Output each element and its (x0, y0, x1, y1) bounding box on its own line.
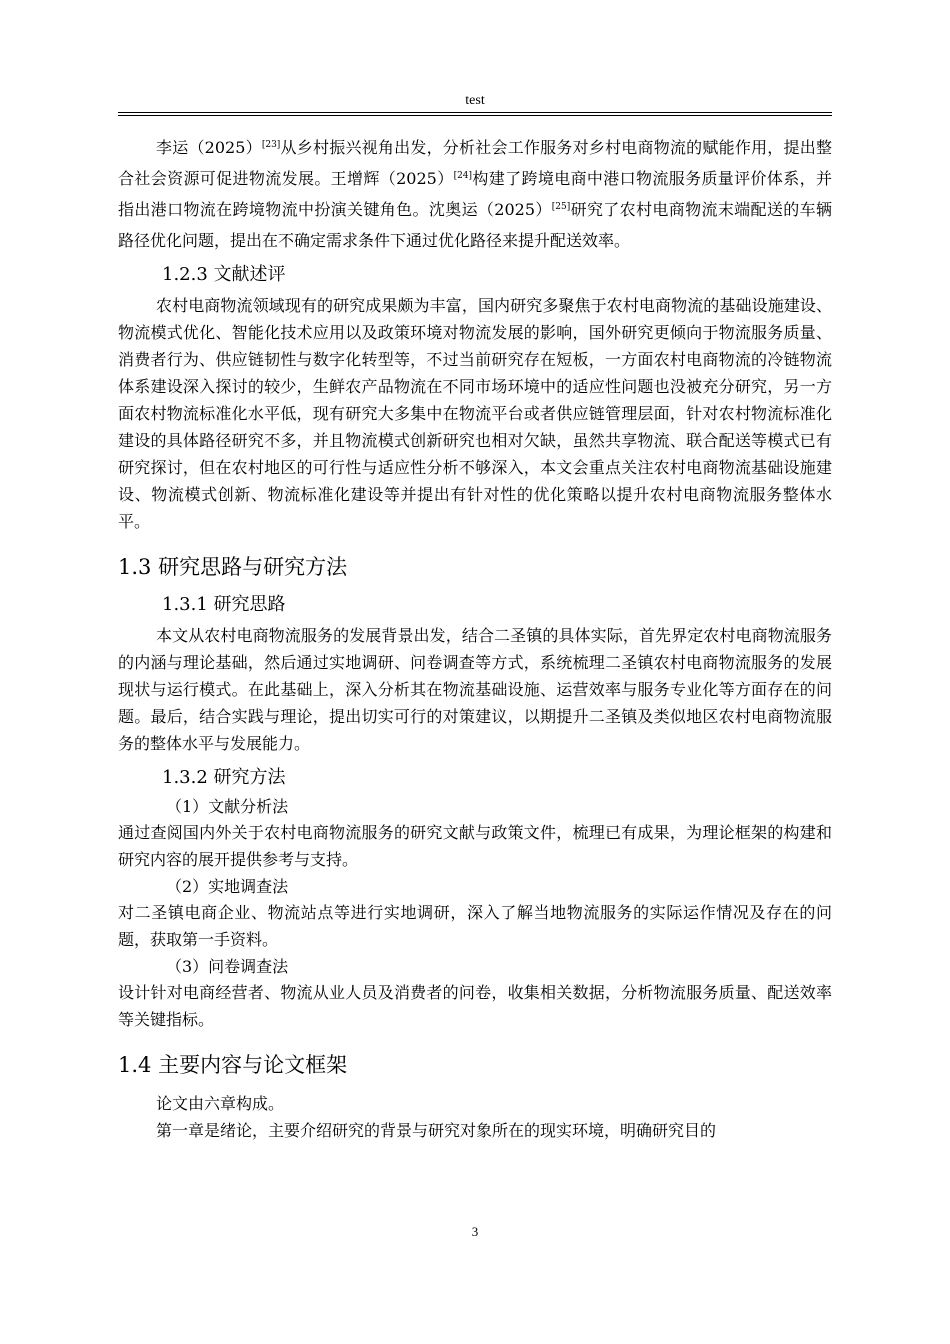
running-header: test (465, 93, 485, 108)
text-segment: 研究了农村电商物流末端配送的车辆路径优化问题，提出在不确定需求条件下通过优化路径来提升配送效率。 (118, 200, 832, 250)
method-description: 对二圣镇电商企业、物流站点等进行实地调研，深入了解当地物流服务的实际运作情况及存在的问题，获取第一手资料。 (118, 903, 832, 949)
text-segment: 李运（2025） (156, 138, 262, 157)
method-description: 设计针对电商经营者、物流从业人员及消费者的问卷，收集相关数据，分析物流服务质量、配送效率等关键指标。 (118, 983, 832, 1029)
method-label: （1）文献分析法 (166, 797, 289, 816)
section-heading-1-3-1: 1.3.1 研究思路 (162, 594, 286, 615)
header-rule (118, 112, 832, 113)
method-label: （3）问卷调查法 (166, 957, 289, 976)
text-segment: 从乡村振兴视角出发，分析社会工作服务对乡村电商物流的赋能作用，提出整合社会资源可促进物流发展。王增辉（2025） (118, 138, 832, 188)
paragraph-related-work (118, 134, 832, 254)
section-heading-1-4: 1.4 主要内容与论文框架 (118, 1053, 348, 1077)
citation-ref: [24] (453, 171, 473, 181)
section-heading-1-3-2: 1.3.2 研究方法 (162, 767, 286, 788)
method-label: （2）实地调查法 (166, 877, 289, 896)
text-segment: 构建了跨境电商中港口物流服务质量评价体系，并指出港口物流在跨境物流中扮演关键角色。沈奥运（2025） (118, 169, 832, 219)
citation-ref: [25] (551, 202, 571, 212)
header-rule-thin (118, 115, 832, 116)
method-description: 通过查阅国内外关于农村电商物流服务的研究文献与政策文件，梳理已有成果，为理论框架的构建和研究内容的展开提供参考与支持。 (118, 823, 832, 869)
citation-ref: [23] (261, 140, 281, 150)
section-heading-1-2-3: 1.2.3 文献述评 (162, 264, 286, 285)
paragraph-literature-review: 农村电商物流领域现有的研究成果颇为丰富，国内研究多聚焦于农村电商物流的基础设施建设、物流模式优化、智能化技术应用以及政策环境对物流发展的影响，国外研究更倾向于物流服务质量、消费者行为、供应链韧性与数字化转型等，不过当前研究存在短板，一方面农村电商物流的冷链物流体系建设深入探讨的较少，生鲜农产品物流在不同市场环境中的适应性问题也没被充分研究，另一方面农村物流标准化水平低，现有研究大多集中在物流平台或者供应链管理层面，针对农村物流标准化建设的具体路径研究不多，并且物流模式创新研究也相对欠缺，虽然共享物流、联合配送等模式已有研究探讨，但在农村地区的可行性与适应性分析不够深入，本文会重点关注农村电商物流基础设施建设、物流模式创新、物流标准化建设等并提出有针对性的优化策略以提升农村电商物流服务整体水平。 (118, 296, 832, 531)
body-text (118, 134, 832, 1144)
page-number: 3 (471, 1224, 479, 1239)
section-heading-1-3: 1.3 研究思路与研究方法 (118, 555, 348, 579)
paragraph-research-approach: 本文从农村电商物流服务的发展背景出发，结合二圣镇的具体实际，首先界定农村电商物流服务的内涵与理论基础，然后通过实地调研、问卷调查等方式，系统梳理二圣镇农村电商物流服务的发展现状与运行模式。在此基础上，深入分析其在物流基础设施、运营效率与服务专业化等方面存在的问题。最后，结合实践与理论，提出切实可行的对策建议，以期提升二圣镇及类似地区农村电商物流服务的整体水平与发展能力。 (118, 626, 832, 753)
paragraph-chapter-one: 第一章是绪论，主要介绍研究的背景与研究对象所在的现实环境，明确研究目的 (156, 1121, 717, 1140)
paragraph-thesis-structure: 论文由六章构成。 (156, 1094, 285, 1113)
